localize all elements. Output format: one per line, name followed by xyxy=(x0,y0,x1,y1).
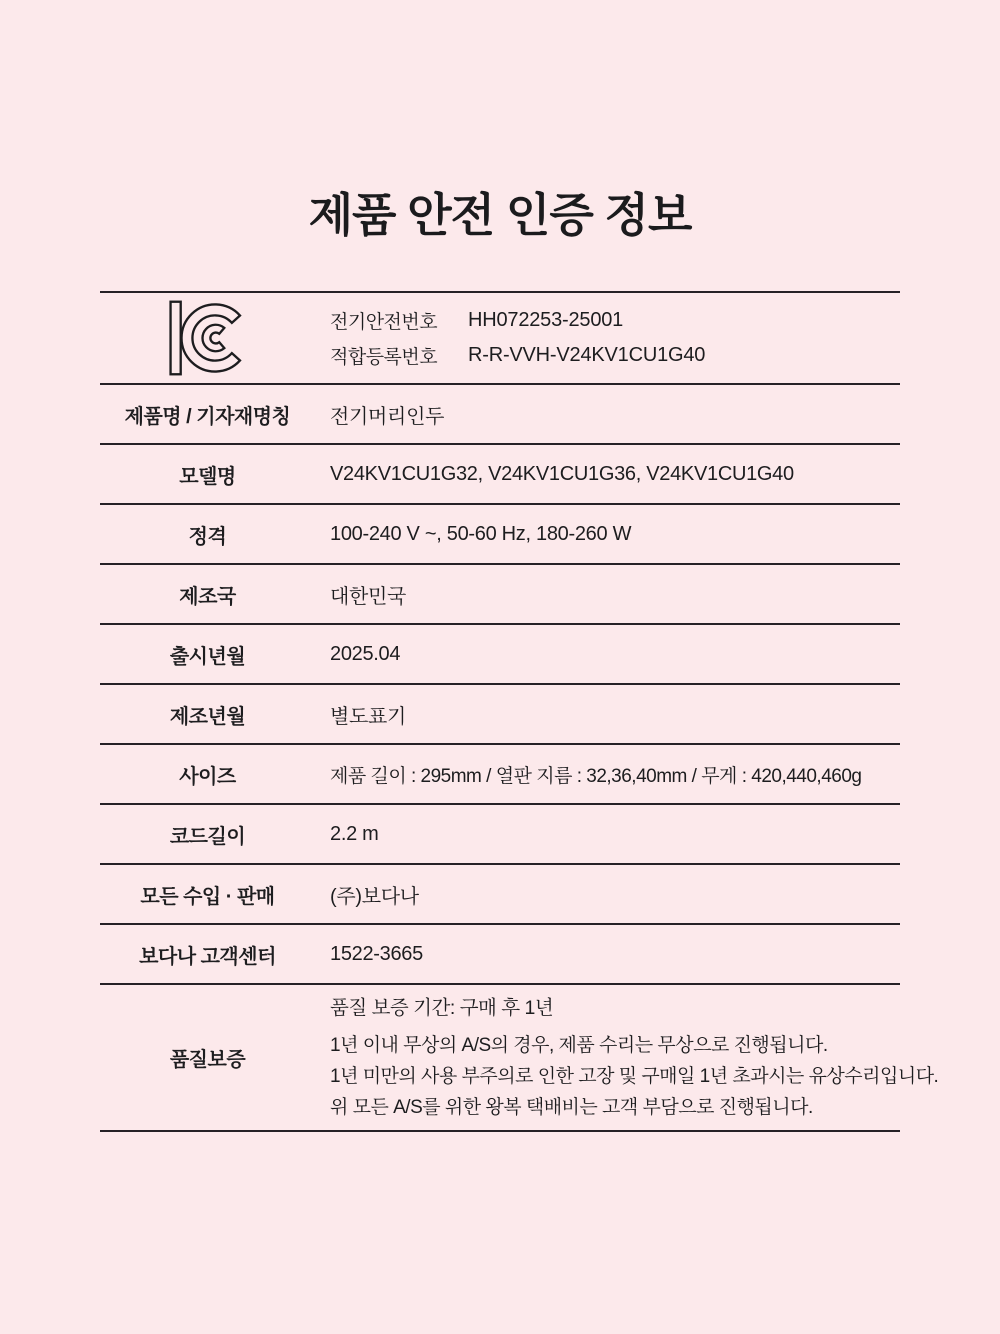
row-value: 2.2 m xyxy=(330,822,379,845)
row-label: 코드길이 xyxy=(169,825,246,848)
cert-value: HH072253-25001 xyxy=(468,309,624,331)
kc-mark-cell xyxy=(100,293,315,383)
row-value: 1522-3665 xyxy=(330,942,423,965)
warranty-line: 1년 미만의 사용 부주의로 인한 고장 및 구매일 1년 초과시는 유상수리입니다. xyxy=(330,1066,939,1087)
table-row-importer-seller xyxy=(100,863,900,923)
certification-numbers xyxy=(315,293,900,383)
table-row-cord-length xyxy=(100,803,900,863)
row-value: 2025.04 xyxy=(330,642,401,665)
row-value: 전기머리인두 xyxy=(330,405,445,428)
cert-value: R-R-VVH-V24KV1CU1G40 xyxy=(468,344,706,366)
row-label: 사이즈 xyxy=(179,765,236,788)
warranty-line: 위 모든 A/S를 위한 왕복 택배비는 고객 부담으로 진행됩니다. xyxy=(330,1097,813,1118)
table-row-customer-center xyxy=(100,923,900,983)
product-spec-table xyxy=(100,291,939,1132)
table-row-warranty xyxy=(100,983,939,1130)
table-row-product-name xyxy=(100,383,900,443)
table-row-model xyxy=(100,443,900,503)
row-value: 별도표기 xyxy=(330,705,407,728)
row-label: 모든 수입 · 판매 xyxy=(140,885,275,908)
table-row-rating xyxy=(100,503,900,563)
table-row-country xyxy=(100,563,900,623)
row-label: 정격 xyxy=(188,525,227,548)
table-row-manufacture-date xyxy=(100,683,900,743)
row-value: V24KV1CU1G32, V24KV1CU1G36, V24KV1CU1G40 xyxy=(330,462,794,485)
row-label: 제조년월 xyxy=(169,705,246,728)
row-label: 제조국 xyxy=(179,585,236,608)
row-value: 대한민국 xyxy=(330,585,407,608)
row-value: (주)보다나 xyxy=(330,885,419,908)
row-value: 100-240 V ~, 50-60 Hz, 180-260 W xyxy=(330,522,632,545)
row-label: 제품명 / 기자재명칭 xyxy=(124,405,291,428)
table-row-certification xyxy=(100,293,900,383)
row-label: 보다나 고객센터 xyxy=(139,945,276,968)
kc-certification-icon xyxy=(169,299,247,377)
warranty-period-text: 품질 보증 기간: 구매 후 1년 xyxy=(330,997,554,1019)
row-label: 품질보증 xyxy=(169,1049,246,1071)
row-label: 출시년월 xyxy=(169,645,246,668)
cert-row-conformity xyxy=(330,342,705,369)
warranty-line: 1년 이내 무상의 A/S의 경우, 제품 수리는 무상으로 진행됩니다. xyxy=(330,1035,828,1056)
row-label: 모델명 xyxy=(179,465,236,488)
cert-label: 전기안전번호 xyxy=(330,312,438,333)
warranty-details xyxy=(315,985,938,1130)
cert-label: 적합등록번호 xyxy=(330,347,438,368)
table-row-size xyxy=(100,743,900,803)
page-title: 제품 안전 인증 정보 xyxy=(308,188,692,241)
table-row-release-date xyxy=(100,623,900,683)
cert-row-electric-safety xyxy=(330,307,705,334)
row-value: 제품 길이 : 295mm / 열판 지름 : 32,36,40mm / 무게 : 420,440,460g xyxy=(330,765,862,787)
